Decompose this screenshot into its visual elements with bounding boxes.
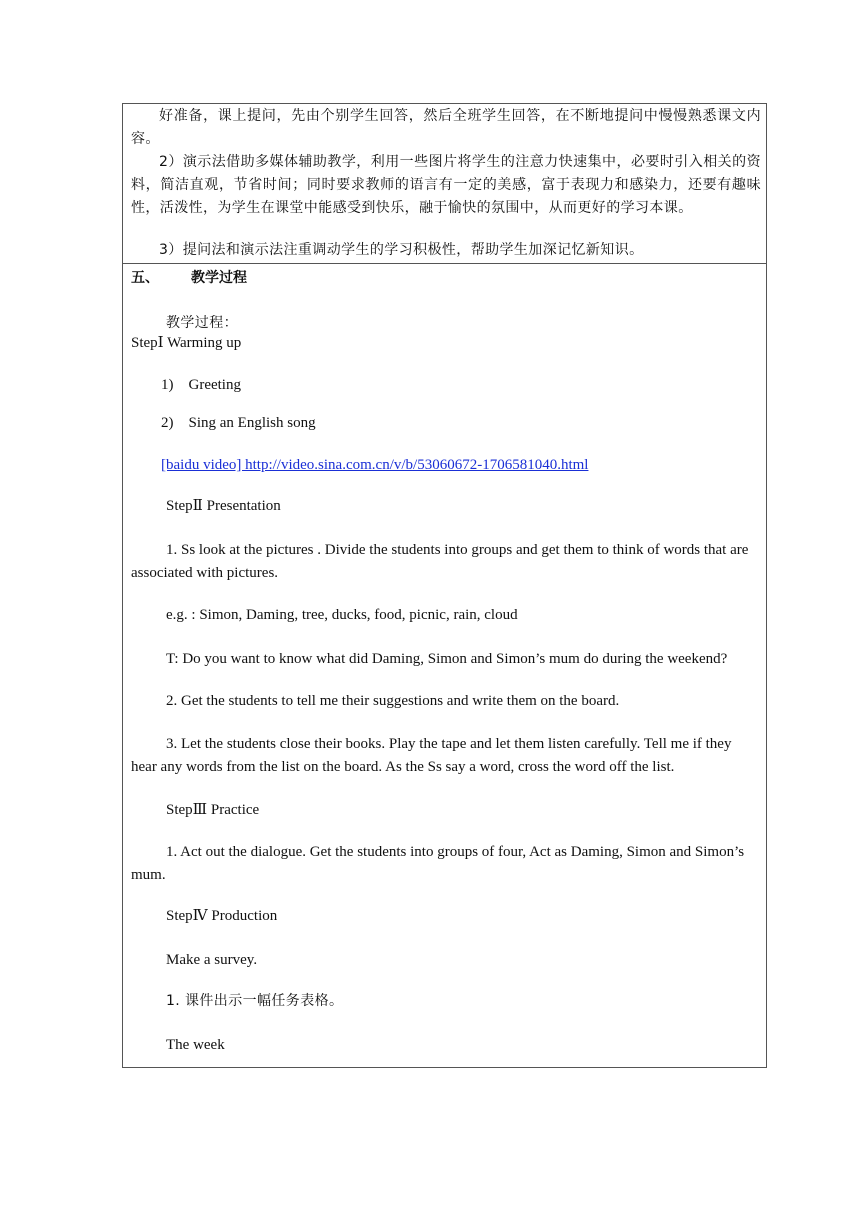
teaching-method-cell <box>123 104 766 263</box>
step2-title: StepⅡ Presentation <box>166 498 281 514</box>
method-paragraph-3: 3）提问法和演示法注重调动学生的学习积极性，帮助学生加深记忆新知识。 <box>159 242 644 258</box>
step2-paragraph-1: 1. Ss look at the pictures . Divide the students into groups and get them to think of words that are associated with pictures. <box>131 542 749 581</box>
step4-the-week: The week <box>166 1037 225 1053</box>
video-link[interactable]: [baidu video] http://video.sina.com.cn/v/b/53060672-1706581040.html <box>161 457 589 473</box>
step3-title: StepⅢ Practice <box>166 802 260 818</box>
step1-item-greeting: 1) Greeting <box>161 377 241 393</box>
method-paragraph-2: 2）演示法借助多媒体辅助教学，利用一些图片将学生的注意力快速集中，必要时引入相关的资料，简洁直观，节省时间；同时要求教师的语言有一定的美感，富于表现力和感染力，还要有趣味性，活泼性，为学生在课堂中能感受到快乐，融于愉快的氛围中，从而更好的学习本课。 <box>131 154 761 216</box>
section-title: 教学过程 <box>191 270 247 286</box>
step2-paragraph-2: 2. Get the students to tell me their suggestions and write them on the board. <box>166 693 620 709</box>
step1-item-song: 2) Sing an English song <box>161 415 316 431</box>
step2-paragraph-3: 3. Let the students close their books. Play the tape and let them listen carefully. Tell me if they hear any words from the list on the board. As the Ss say a word, cross the word off the list. <box>131 736 732 775</box>
step4-survey: Make a survey. <box>166 952 258 968</box>
method-paragraph-1: 好准备，课上提问，先由个别学生回答，然后全班学生回答，在不断地提问中慢慢熟悉课文内容。 <box>131 108 761 147</box>
section-number: 五、 <box>131 270 159 286</box>
lesson-plan-table <box>122 103 767 1068</box>
step4-courseware: 1. 课件出示一幅任务表格。 <box>166 993 344 1009</box>
step1-title: StepⅠ Warming up <box>131 335 242 351</box>
teaching-process-cell <box>123 264 766 1067</box>
step2-example: e.g. : Simon, Daming, tree, ducks, food, picnic, rain, cloud <box>166 607 518 623</box>
step2-question: T: Do you want to know what did Daming, Simon and Simon’s mum do during the weekend? <box>166 651 728 667</box>
process-intro: 教学过程： <box>166 315 238 331</box>
step3-paragraph-1: 1. Act out the dialogue. Get the students into groups of four, Act as Daming, Simon and Simon’s mum. <box>131 844 745 883</box>
step4-title: StepⅣ Production <box>166 908 278 924</box>
